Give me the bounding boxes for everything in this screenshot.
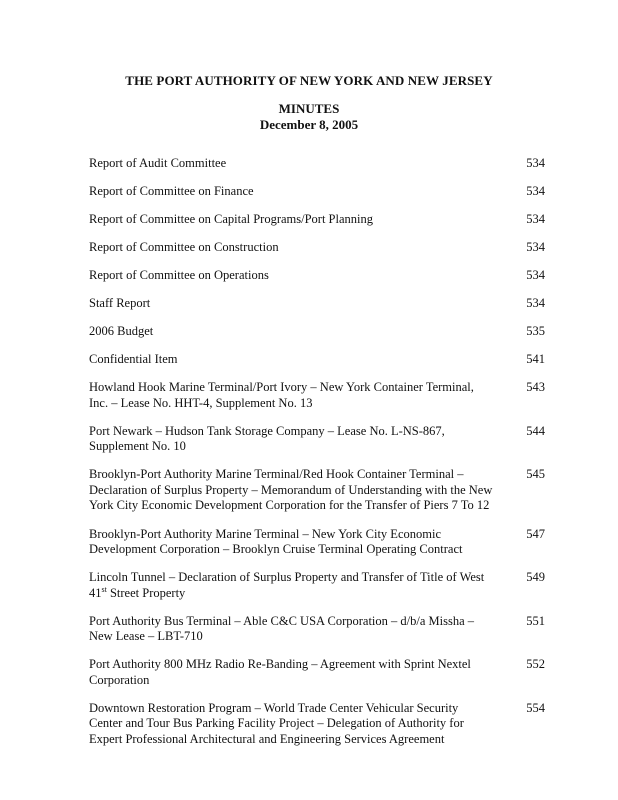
toc-item-page: 541 (526, 352, 545, 366)
toc-item-page: 543 (526, 380, 545, 394)
toc-item-page: 534 (526, 296, 545, 310)
toc-item-page: 534 (526, 268, 545, 282)
toc-item-title: Report of Audit Committee (89, 156, 227, 170)
toc-item-title: Brooklyn-Port Authority Marine Terminal/Red Hook Container Terminal – Declaration of Surplus Property – Memorandum of Understanding with the New York City Economic Development Corporation for the Transfer of Piers 7 To 12 (89, 467, 493, 512)
toc-item-page: 554 (526, 700, 545, 715)
toc-item-title: Staff Report (89, 296, 151, 310)
toc-item (89, 268, 545, 284)
toc-item-title: Report of Committee on Finance (89, 184, 254, 198)
toc-item (89, 324, 545, 340)
toc-item-title-text: Lincoln Tunnel – Declaration of Surplus Property and Transfer of Title of West 41 (89, 570, 485, 600)
toc-item (89, 657, 545, 688)
toc-item (89, 240, 545, 256)
toc-item-title: Brooklyn-Port Authority Marine Terminal – New York City Economic Development Corporation – Brooklyn Cruise Terminal Operating Contract (89, 526, 463, 556)
toc-item-title: Port Authority Bus Terminal – Able C&C USA Corporation – d/b/a Missha – New Lease – LBT-710 (89, 613, 475, 643)
table-of-contents (89, 156, 545, 747)
toc-item-page: 534 (526, 212, 545, 226)
toc-item (89, 212, 545, 228)
toc-item (89, 570, 545, 601)
toc-item (89, 614, 545, 645)
toc-item (89, 467, 545, 514)
toc-item-page: 545 (526, 467, 545, 481)
toc-item (89, 527, 545, 558)
toc-item-page: 534 (526, 184, 545, 198)
toc-item (89, 701, 545, 748)
toc-item-title: Howland Hook Marine Terminal/Port Ivory – New York Container Terminal, Inc. – Lease No. HHT-4, Supplement No. 13 (89, 380, 474, 410)
ordinal-suffix: st (101, 584, 107, 594)
toc-item-page: 547 (526, 526, 545, 541)
organization-title: THE PORT AUTHORITY OF NEW YORK AND NEW JERSEY (125, 73, 493, 88)
toc-item-title: Confidential Item (89, 352, 178, 366)
toc-item (89, 424, 545, 455)
toc-item-title (89, 570, 494, 601)
minutes-heading: MINUTES (278, 101, 340, 116)
toc-item-title: Report of Committee on Operations (89, 268, 269, 282)
toc-item-title: Report of Committee on Construction (89, 240, 279, 254)
toc-item-title: Report of Committee on Capital Programs/Port Planning (89, 212, 374, 226)
toc-item-page: 535 (526, 324, 545, 338)
toc-item-title: Port Authority 800 MHz Radio Re-Banding – Agreement with Sprint Nextel Corporation (89, 657, 471, 687)
toc-item-title: 2006 Budget (89, 324, 154, 338)
toc-item-title-text: Street Property (106, 585, 186, 600)
toc-item-page: 534 (526, 156, 545, 170)
toc-item-page: 534 (526, 240, 545, 254)
toc-item (89, 156, 545, 172)
toc-item-page: 544 (526, 423, 545, 438)
toc-item (89, 352, 545, 368)
toc-item (89, 296, 545, 312)
toc-item (89, 184, 545, 200)
toc-item-title: Port Newark – Hudson Tank Storage Company – Lease No. L-NS-867, Supplement No. 10 (89, 423, 445, 453)
toc-item-page: 549 (526, 570, 545, 584)
toc-item (89, 380, 545, 411)
toc-item-page: 552 (526, 657, 545, 671)
meeting-date: December 8, 2005 (259, 117, 359, 132)
toc-item-page: 551 (526, 613, 545, 628)
toc-item-title: Downtown Restoration Program – World Trade Center Vehicular Security Center and Tour Bus Parking Facility Project – Delegation of Authority for Expert Professional Architectural and Engineering Services Agreement (89, 700, 464, 746)
